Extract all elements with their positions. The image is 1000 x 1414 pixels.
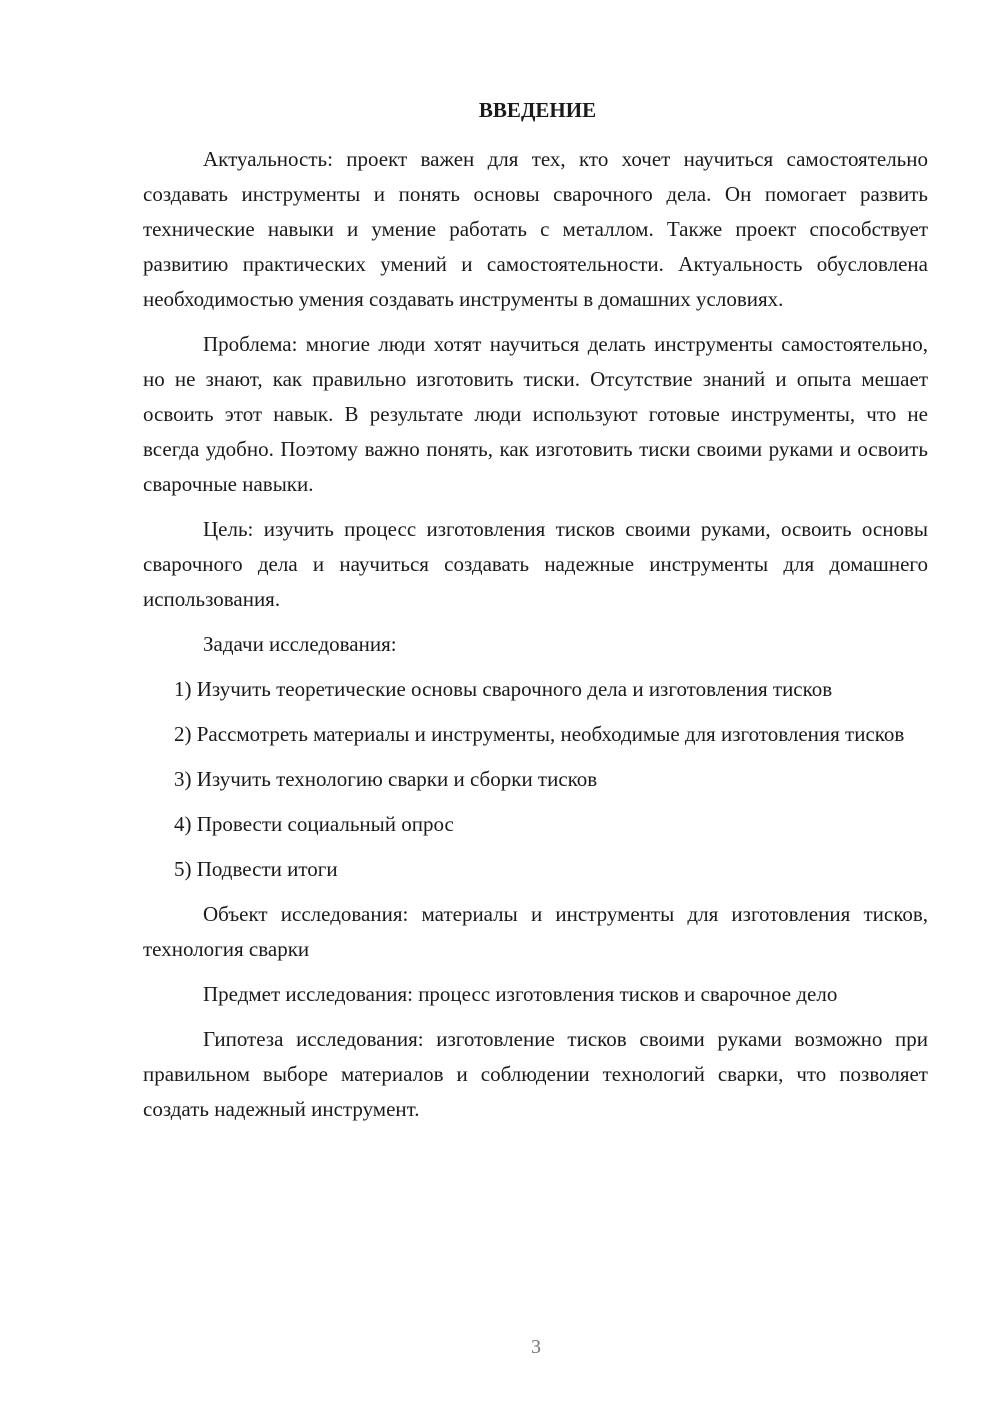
object-paragraph: Объект исследования: материалы и инструменты для изготовления тисков, технология сварки: [143, 902, 928, 961]
task-item: 2) Рассмотреть материалы и инструменты, необходимые для изготовления тисков: [174, 722, 905, 746]
page-number: 3: [531, 1336, 541, 1358]
hypothesis-paragraph: Гипотеза исследования: изготовление тисков своими руками возможно при правильном выборе материалов и соблюдении технологий сварки, что позволяет создать надежный инструмент.: [143, 1027, 928, 1121]
goal-paragraph: Цель: изучить процесс изготовления тисков своими руками, освоить основы сварочного дела и научиться создавать надежные инструменты для домашнего использования.: [143, 517, 928, 611]
task-item: 1) Изучить теоретические основы сварочного дела и изготовления тисков: [174, 677, 833, 701]
relevance-paragraph: Актуальность: проект важен для тех, кто хочет научиться самостоятельно создавать инструменты и понять основы сварочного дела. Он помогает развить технические навыки и умение работать с металлом. Также проект способствует развитию практических умений и самостоятельности. Актуальность обусловлена необходимостью умения создавать инструменты в домашних условиях.: [143, 147, 928, 311]
tasks-list: [143, 672, 928, 887]
document-page: [143, 94, 928, 1137]
page-title: ВВЕДЕНИЕ: [478, 98, 597, 122]
problem-paragraph: Проблема: многие люди хотят научиться делать инструменты самостоятельно, но не знают, как правильно изготовить тиски. Отсутствие знаний и опыта мешает освоить этот навык. В результате люди используют готовые инструменты, что не всегда удобно. Поэтому важно понять, как изготовить тиски своими руками и освоить сварочные навыки.: [143, 332, 928, 496]
subject-paragraph: Предмет исследования: процесс изготовления тисков и сварочное дело: [203, 982, 838, 1006]
tasks-label: Задачи исследования:: [203, 632, 397, 656]
task-item: 3) Изучить технологию сварки и сборки тисков: [174, 767, 598, 791]
task-item: 4) Провести социальный опрос: [174, 812, 454, 836]
task-item: 5) Подвести итоги: [174, 857, 338, 881]
